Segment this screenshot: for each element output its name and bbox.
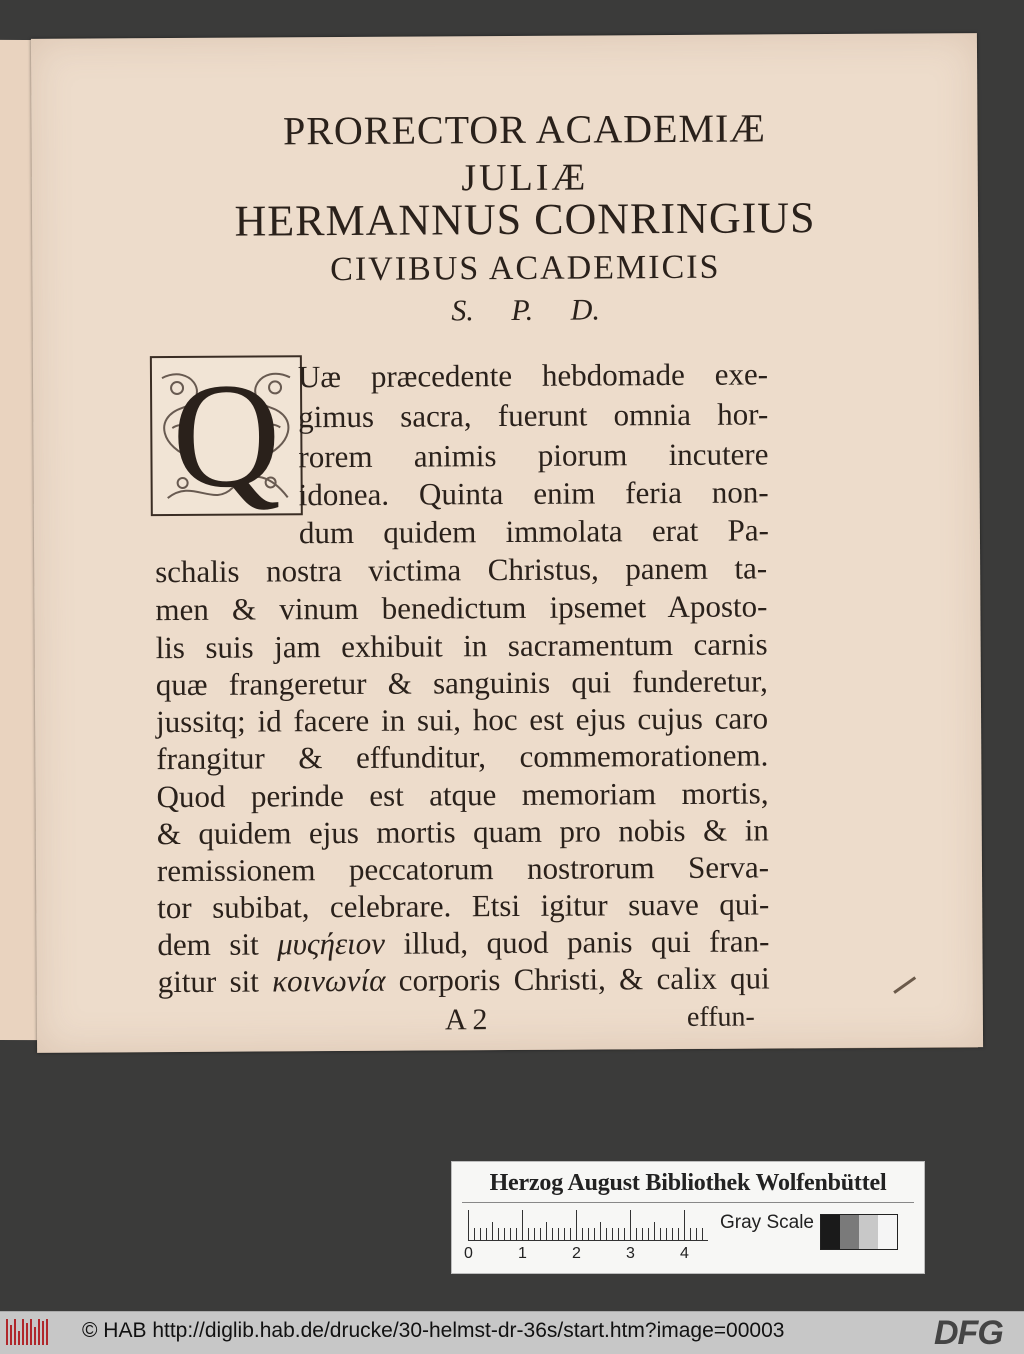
ruler-tick xyxy=(576,1210,577,1240)
ruler-tick xyxy=(684,1210,685,1240)
text-line: remissionem peccatorum nostrorum Serva- xyxy=(156,849,770,889)
color-reference-card xyxy=(451,1161,925,1274)
ruler-tick xyxy=(612,1228,613,1240)
gray-patch xyxy=(821,1215,840,1249)
ruler-tick xyxy=(588,1228,589,1240)
gray-scale-patches xyxy=(820,1214,898,1250)
ruler-tick xyxy=(474,1228,475,1240)
ruler-tick xyxy=(528,1228,529,1240)
ruler-tick xyxy=(546,1222,547,1240)
ruler-tick xyxy=(564,1228,565,1240)
ruler-number: 0 xyxy=(464,1245,473,1262)
signature-mark: A 2 xyxy=(444,1003,488,1037)
text-line: quæ frangeretur & sanguinis qui funderetur, xyxy=(155,663,768,703)
ruler-number: 4 xyxy=(680,1245,689,1262)
text-line: Uæ præcedente hebdomade exe- xyxy=(297,356,769,395)
text-line-greek xyxy=(157,923,769,963)
ruler xyxy=(468,1210,708,1241)
text-line: men & vinum benedictum ipsemet Aposto- xyxy=(155,588,768,628)
ruler-tick xyxy=(600,1222,601,1240)
ruler-tick xyxy=(582,1228,583,1240)
ruler-tick xyxy=(480,1228,481,1240)
ruler-tick xyxy=(468,1210,469,1240)
ruler-tick xyxy=(486,1228,487,1240)
ruler-tick xyxy=(516,1228,517,1240)
ruler-tick xyxy=(570,1228,571,1240)
ruler-tick xyxy=(510,1228,511,1240)
ruler-tick xyxy=(522,1210,523,1240)
ruler-tick xyxy=(702,1228,703,1240)
greek-word: κοινωνία xyxy=(272,962,386,999)
text-line: dum quidem immolata erat Pa- xyxy=(298,512,770,551)
ruler-tick xyxy=(540,1228,541,1240)
heading-conringius: HERMANNUS CONRINGIUS xyxy=(234,193,816,246)
text-fragment: corporis Christi, & calix qui xyxy=(398,960,770,998)
ruler-tick xyxy=(492,1222,493,1240)
ruler-tick xyxy=(672,1228,673,1240)
text-line: Quod perinde est atque memoriam mortis, xyxy=(156,775,769,815)
text-line: rorem animis piorum incutere xyxy=(298,436,769,475)
heading-prorector: PRORECTOR ACADEMIÆ xyxy=(282,105,767,154)
ruler-number: 1 xyxy=(518,1245,527,1262)
dfg-logo: DFG xyxy=(934,1314,1003,1352)
ruler-tick xyxy=(618,1228,619,1240)
text-line: gimus sacra, fuerunt omnia hor- xyxy=(298,396,769,435)
library-name: Herzog August Bibliothek Wolfenbüttel xyxy=(489,1170,887,1196)
text-line-greek xyxy=(158,960,770,1000)
ruler-tick xyxy=(498,1228,499,1240)
ruler-tick xyxy=(660,1228,661,1240)
ruler-tick xyxy=(648,1228,649,1240)
decorated-initial xyxy=(150,352,303,520)
pencil-mark xyxy=(893,976,916,993)
text-line: schalis nostra victima Christus, panem ta- xyxy=(155,550,768,590)
initial-letter: Q xyxy=(171,352,282,520)
heading-juliae: JULIÆ xyxy=(461,156,589,200)
gray-patch xyxy=(859,1215,878,1249)
ruler-number: 2 xyxy=(572,1245,581,1262)
text-fragment: illud, quod panis qui fran- xyxy=(403,923,770,961)
ruler-tick xyxy=(666,1228,667,1240)
heading-civibus: CIVIBUS ACADEMICIS xyxy=(330,248,721,289)
ruler-tick xyxy=(630,1210,631,1240)
card-divider xyxy=(462,1202,914,1203)
text-fragment: gitur sit xyxy=(157,963,259,1000)
gray-scale-label: Gray Scale xyxy=(720,1212,814,1233)
ruler-tick xyxy=(558,1228,559,1240)
footer-bar xyxy=(0,1311,1024,1354)
ruler-tick xyxy=(504,1228,505,1240)
source-url[interactable]: © HAB http://diglib.hab.de/drucke/30-helmst-dr-36s/start.htm?image=00003 xyxy=(82,1319,785,1342)
catchword: effun- xyxy=(686,1001,755,1033)
text-line: jussitq; id facere in sui, hoc est ejus cujus caro xyxy=(155,700,769,740)
gray-patch xyxy=(840,1215,859,1249)
ruler-tick xyxy=(624,1228,625,1240)
text-line: & quidem ejus mortis quam pro nobis & in xyxy=(156,812,769,852)
ruler-tick xyxy=(642,1228,643,1240)
ruler-tick xyxy=(534,1228,535,1240)
text-line: lis suis jam exhibuit in sacramentum carnis xyxy=(155,626,768,666)
book-page xyxy=(31,33,983,1053)
text-line: frangitur & effunditur, commemorationem. xyxy=(156,737,769,777)
ruler-number: 3 xyxy=(626,1245,635,1262)
gray-patch xyxy=(878,1215,897,1249)
ruler-tick xyxy=(654,1222,655,1240)
ruler-tick xyxy=(552,1228,553,1240)
ruler-tick xyxy=(696,1228,697,1240)
ruler-tick xyxy=(594,1228,595,1240)
ruler-tick xyxy=(606,1228,607,1240)
ruler-tick xyxy=(678,1228,679,1240)
text-line: tor subibat, celebrare. Etsi igitur suave qui- xyxy=(157,886,770,926)
text-line: idonea. Quinta enim feria non- xyxy=(298,474,769,513)
hab-logo-icon xyxy=(6,1319,48,1345)
heading-spd: S. P. D. xyxy=(451,293,600,328)
greek-word: μυςήειον xyxy=(277,925,386,962)
ruler-tick xyxy=(690,1228,691,1240)
text-fragment: dem sit xyxy=(157,926,259,963)
ruler-tick xyxy=(636,1228,637,1240)
